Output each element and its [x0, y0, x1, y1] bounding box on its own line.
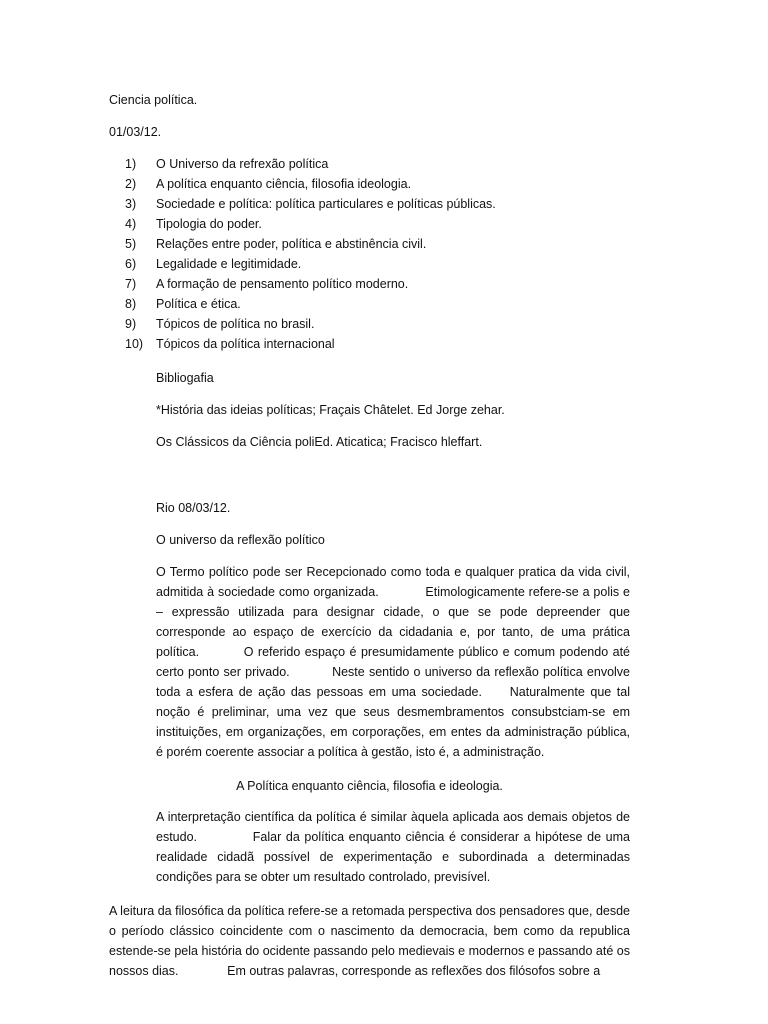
list-item-number: 6): [125, 257, 137, 271]
list-item-text: Tópicos da política internacional: [156, 337, 335, 351]
list-item-number: 7): [125, 277, 137, 291]
list-item: [109, 194, 496, 214]
list-item-text: Tópicos de política no brasil.: [156, 317, 315, 331]
list-item-number: 4): [125, 217, 137, 231]
list-item: [109, 234, 427, 254]
list-item-text: A formação de pensamento político moderno.: [156, 277, 409, 291]
bibliography-item: *História das ideias políticas; Fraçais Châtelet. Ed Jorge zehar.: [156, 403, 505, 417]
list-item: [109, 254, 302, 274]
bibliography-item: Os Clássicos da Ciência poliEd. Aticatica; Fracisco hleffart.: [156, 435, 483, 449]
body-paragraph: A interpretação científica da política é similar àquela aplicada aos demais objetos de estudo. Falar da política enquanto ciência é considerar a hipótese de uma realidade cidadã possível de experimentação e subordinada a determinadas condições para se obter um resultado controlado, previsível.: [156, 810, 634, 884]
list-item-number: 5): [125, 237, 137, 251]
list-item-number: 8): [125, 297, 137, 311]
list-item: [109, 334, 335, 354]
list-item-text: O Universo da refrexão política: [156, 157, 329, 171]
list-item-text: Sociedade e política: política particulares e políticas públicas.: [156, 197, 496, 211]
list-item-number: 1): [125, 157, 137, 171]
list-item-text: Tipologia do poder.: [156, 217, 262, 231]
list-item: [109, 294, 241, 314]
list-item-text: Legalidade e legitimidade.: [156, 257, 302, 271]
section-subtitle: O universo da reflexão político: [156, 533, 325, 547]
list-item-number: 10): [125, 337, 144, 351]
section-title: A Política enquanto ciência, filosofia e ideologia.: [236, 779, 503, 793]
list-item: [109, 314, 315, 334]
list-item: [109, 214, 262, 234]
topics-list: [109, 154, 496, 354]
body-paragraph: A leitura da filosófica da política refere-se a retomada perspectiva dos pensadores que, desde o período clássico coincidente com o nascimento da democracia, bem como da republica estende-se pela história do ocidente passando pelo medievais e modernos e passando até os nossos dias. Em outras palavras, corresponde as reflexões dos filósofos sobre a: [109, 904, 634, 978]
list-item: [109, 174, 412, 194]
list-item-text: Política e ética.: [156, 297, 241, 311]
list-item-number: 2): [125, 177, 137, 191]
body-paragraph: O Termo político pode ser Recepcionado como toda e qualquer pratica da vida civil, admitida à sociedade como organizada. Etimologicamente refere-se a polis e – expressão utilizada para designar cidade, o que se pode depreender que corresponde ao espaço de exercício da cidadania e, por tanto, de uma prática política. O referido espaço é presumidamente público e comum podendo até certo ponto ser privado. Neste sentido o universo da reflexão política envolve toda a esfera de ação das pessoas em uma sociedade. Naturalmente que tal noção é preliminar, uma vez que seus desmembramentos consubstciam-se em instituições, em organizações, em corporações, em entes da administração pública, é porém coerente associar a política à gestão, isto é, a administração.: [156, 565, 634, 759]
list-item-text: Relações entre poder, política e abstinência civil.: [156, 237, 427, 251]
list-item: [109, 154, 329, 174]
lesson-date: 01/03/12.: [109, 125, 162, 139]
list-item-number: 9): [125, 317, 137, 331]
document-title: Ciencia política.: [109, 93, 198, 107]
list-item-number: 3): [125, 197, 137, 211]
list-item-text: A política enquanto ciência, filosofia ideologia.: [156, 177, 412, 191]
bibliography-heading: Bibliogafia: [156, 371, 214, 385]
lesson-date: Rio 08/03/12.: [156, 501, 231, 515]
list-item: [109, 274, 409, 294]
